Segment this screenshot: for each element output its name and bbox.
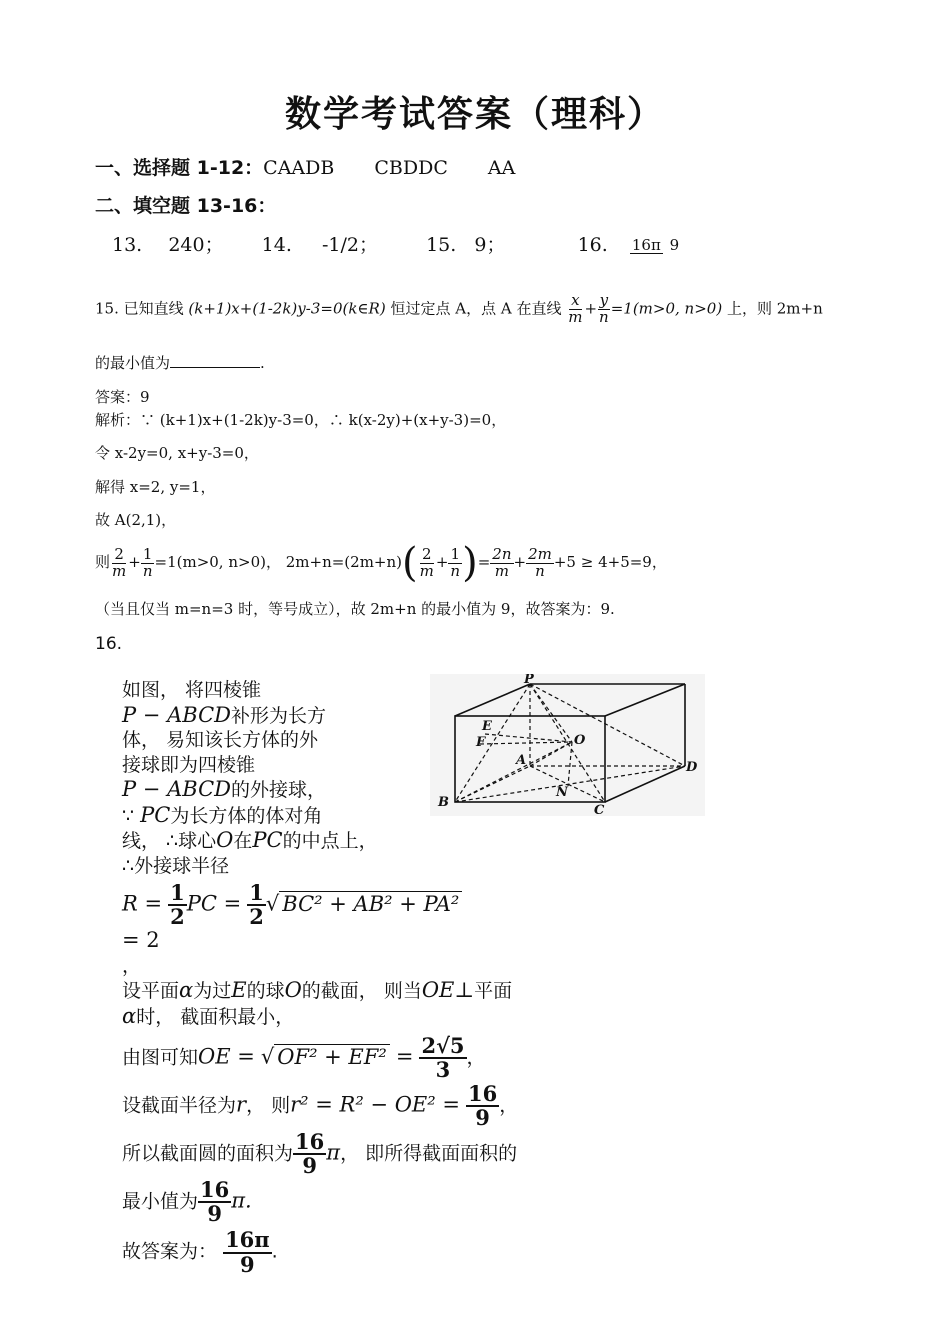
q14-answer: -1/2； [321, 234, 378, 256]
p15-inequality: 则 $\frac{2}{m}$ + $\frac{1}{n}$ =1(m>0, n>0)， 2m+n=(2m+n)( $\frac{2}{m}$ + $\frac{1}{n}$ )= $\frac{2n}{m}$ + $\frac{2m}{n}$ +5 ≥ 4+5=9， [95, 540, 667, 586]
page-title: 数学考试答案（理科） [284, 94, 665, 135]
fill-answers-line [112, 230, 681, 257]
label-f: F [476, 735, 486, 750]
q16-answer-fraction: 16π 9 [631, 235, 680, 254]
q13-answer: 240； [168, 234, 224, 256]
choice-answer-group-2: CBDDC [374, 157, 448, 179]
p15-final: （当且仅当 m=n=3 时，等号成立），故 2m+n 的最小值为 9，故答案为：9. [95, 600, 615, 618]
p15-answer: 答案：9 [95, 388, 150, 406]
q16-number: 16. [577, 234, 608, 256]
section1-label: 一、选择题 1-12： [95, 157, 264, 179]
choice-answer-group-3: AA [487, 157, 516, 179]
q15-answer: 9； [474, 234, 506, 256]
label-n: N [556, 785, 568, 800]
p15-point-a: 故 A(2,1)， [95, 511, 177, 529]
q16-solution: 如图， 将四棱锥 P − ABCD补形为长方 体， 易知该长方体的外 接球即为四棱锥 P − ABCD的外接球， ∵ PC为长方体的体对角 线， ∴球心O在PC的中点上， ∴外接球半径 R = $\frac{1}{2}$ PC = $\frac{1}{2}$ √ BC² + AB² + PA² = 2 ， 设平面α为过E的球O的截面， 则当OE⊥平面 α时， 截面积最小， 由图可知OE = √ OF² + EF² = $\frac{2√5}{3}$ ， 设截面半径为r， 则r² = R² − OE² = $\frac{16}{9}$ ， 所以截面圆的面积为 $\frac{16}{9}$ π， 即所得截面面积的 最小值为 $\frac{16}{9}$ π. 故答案为： $\frac{16\pi}{9}$ . [122, 679, 519, 1277]
label-c: C [594, 803, 605, 816]
q15-number: 15. [426, 234, 457, 256]
p15-let: 令 x-2y=0, x+y-3=0， [95, 444, 259, 462]
label-p: P [524, 674, 534, 687]
q13-number: 13. [112, 234, 143, 256]
p15-statement: 15. 已知直线 (k+1)x+(1-2k)y-3=0(k∈R) 恒过定点 A，点 A 在直线 $\frac{x}{m}$ + $\frac{y}{n}$ =1(m>0, n>0) 上，则 2m+n [95, 291, 823, 326]
label-e: E [482, 719, 492, 734]
p15-statement-line2: 的最小值为 . [95, 354, 265, 372]
q16-label: 16. [95, 634, 123, 654]
p15-solve: 解得 x=2, y=1， [95, 478, 216, 496]
choice-answers-line [95, 153, 515, 180]
label-a: A [516, 753, 527, 768]
p15-analysis: 解析：∵ (k+1)x+(1-2k)y-3=0，∴ k(x-2y)+(x+y-3)=0， [95, 411, 507, 429]
label-b: B [438, 795, 449, 810]
choice-answer-group-1: CAADB [263, 157, 335, 179]
q14-number: 14. [261, 234, 292, 256]
label-o: O [574, 733, 586, 748]
section2-label: 二、填空题 13-16： [95, 195, 277, 217]
label-d: D [686, 760, 698, 775]
answer-blank [170, 355, 260, 368]
pyramid-cuboid-figure [430, 674, 705, 816]
